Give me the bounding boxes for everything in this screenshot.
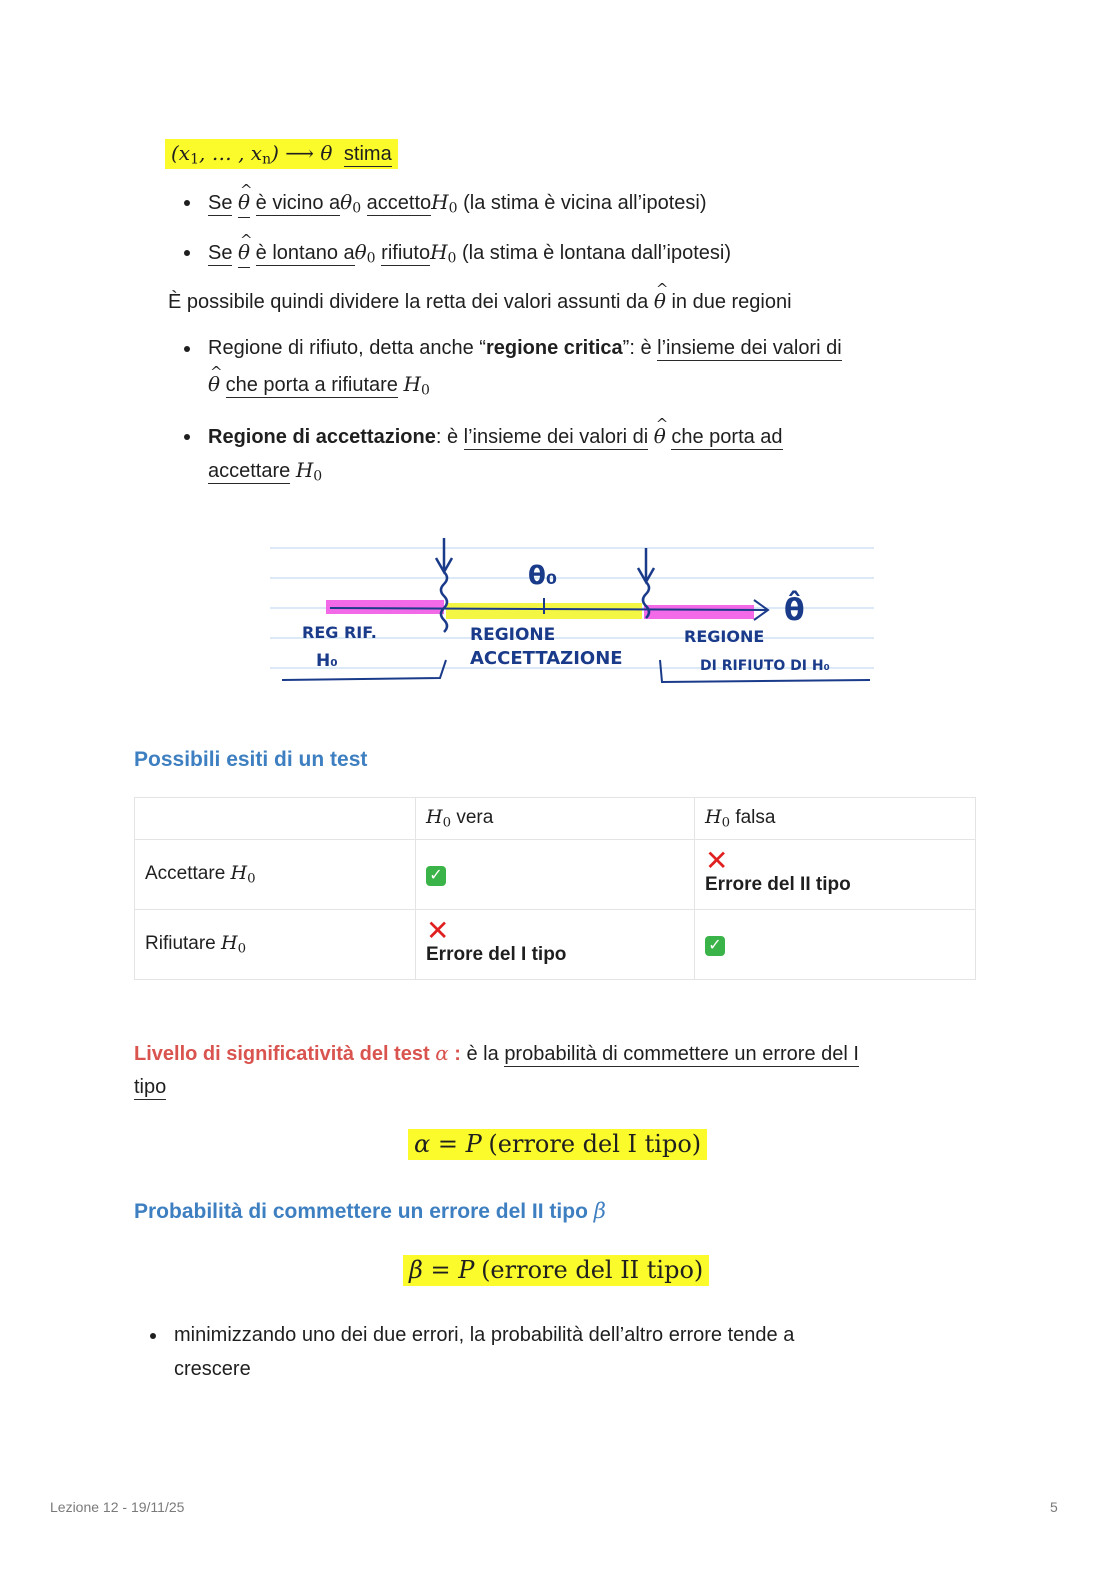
- regione-accettazione-cont: accettare $H_0$: [208, 458, 323, 485]
- bullet-regione-rifiuto: Regione di rifiuto, detta anche “regione critica”: è l’insieme dei valori di: [208, 334, 842, 362]
- beta-title: Probabilità di commettere un errore del II tipo β: [134, 1199, 606, 1223]
- header-empty-cell: [135, 798, 416, 840]
- row-rifiutare-label: Rifiutare $H_0$: [135, 910, 416, 980]
- formula-beta: β = P (errore del II tipo): [403, 1256, 709, 1285]
- right-label-2: DI RIFIUTO DI H₀: [700, 658, 830, 674]
- formula-word: stima: [343, 143, 392, 165]
- row-accettare-label: Accettare $H_0$: [135, 840, 416, 910]
- left-label-1: REG RIF.: [302, 623, 377, 642]
- reject-left-highlight: [326, 600, 444, 614]
- table-row: [135, 910, 976, 980]
- paragraph-divide: È possibile quindi dividere la retta dei valori assunti da ^ θ in due regioni: [168, 287, 792, 316]
- bullet-final-cont: crescere: [174, 1358, 251, 1380]
- table-header-row: [135, 798, 976, 840]
- bullet-far: Se ^ θ è lontano $a\theta_0$ rifiutoH$_0$ (la stima è lontana dall’ipotesi): [208, 238, 731, 273]
- regions-sketch: [270, 530, 880, 690]
- left-bracket: [282, 660, 446, 680]
- cell-correct: [695, 910, 976, 980]
- livello-cont: tipo: [134, 1076, 167, 1098]
- cross-icon: ✕: [426, 915, 450, 946]
- right-label-1: REGIONE: [684, 627, 765, 646]
- left-label-2: H₀: [316, 651, 338, 671]
- reject-right-highlight: [644, 605, 754, 619]
- mid-label-1: REGIONE: [470, 625, 556, 645]
- check-icon: ✓: [426, 866, 446, 886]
- bullet-final: minimizzando uno dei due errori, la probabilità dell’altro errore tende a: [174, 1321, 794, 1349]
- footer-page-number: 5: [1050, 1499, 1058, 1515]
- cross-icon: ✕: [705, 845, 729, 876]
- header-h0-falsa: $H_0$ falsa: [695, 798, 976, 840]
- esiti-table: [134, 797, 976, 980]
- cell-error-ii: ✕ Errore del II tipo: [695, 840, 976, 910]
- formula-alpha: α = P (errore del I tipo): [408, 1130, 707, 1159]
- estimate-formula: [165, 139, 398, 174]
- bullet-regione-accettazione: Regione di accettazione: è l’insieme dei valori di ^ θ che porta ad: [208, 422, 783, 451]
- table-row: [135, 840, 976, 910]
- header-h0-vera: $H_0$ vera: [416, 798, 695, 840]
- livello-paragraph: Livello di significatività del test α : è la probabilità di commettere un errore del I: [134, 1041, 859, 1065]
- theta-hat-label: θ̂: [784, 593, 805, 628]
- footer-left: Lezione 12 - 19/11/25: [50, 1499, 185, 1515]
- regione-rifiuto-cont: ^ θ che porta a rifiutare $H_0$: [208, 370, 430, 405]
- bullet-near: Se ^ θ è vicino $a\theta_0$ accettoH$_0$ (la stima è vicina all’ipotesi): [208, 188, 707, 223]
- cell-error-i: ✕ Errore del I tipo: [416, 910, 695, 980]
- mid-label-2: ACCETTAZIONE: [470, 648, 623, 669]
- theta0-label: θ₀: [528, 561, 558, 591]
- formula-lhs: ($x_1$, … , $x_n$) ⟶ θ: [171, 141, 333, 168]
- cell-correct: [416, 840, 695, 910]
- check-icon: ✓: [705, 936, 725, 956]
- esiti-title: Possibili esiti di un test: [134, 748, 368, 771]
